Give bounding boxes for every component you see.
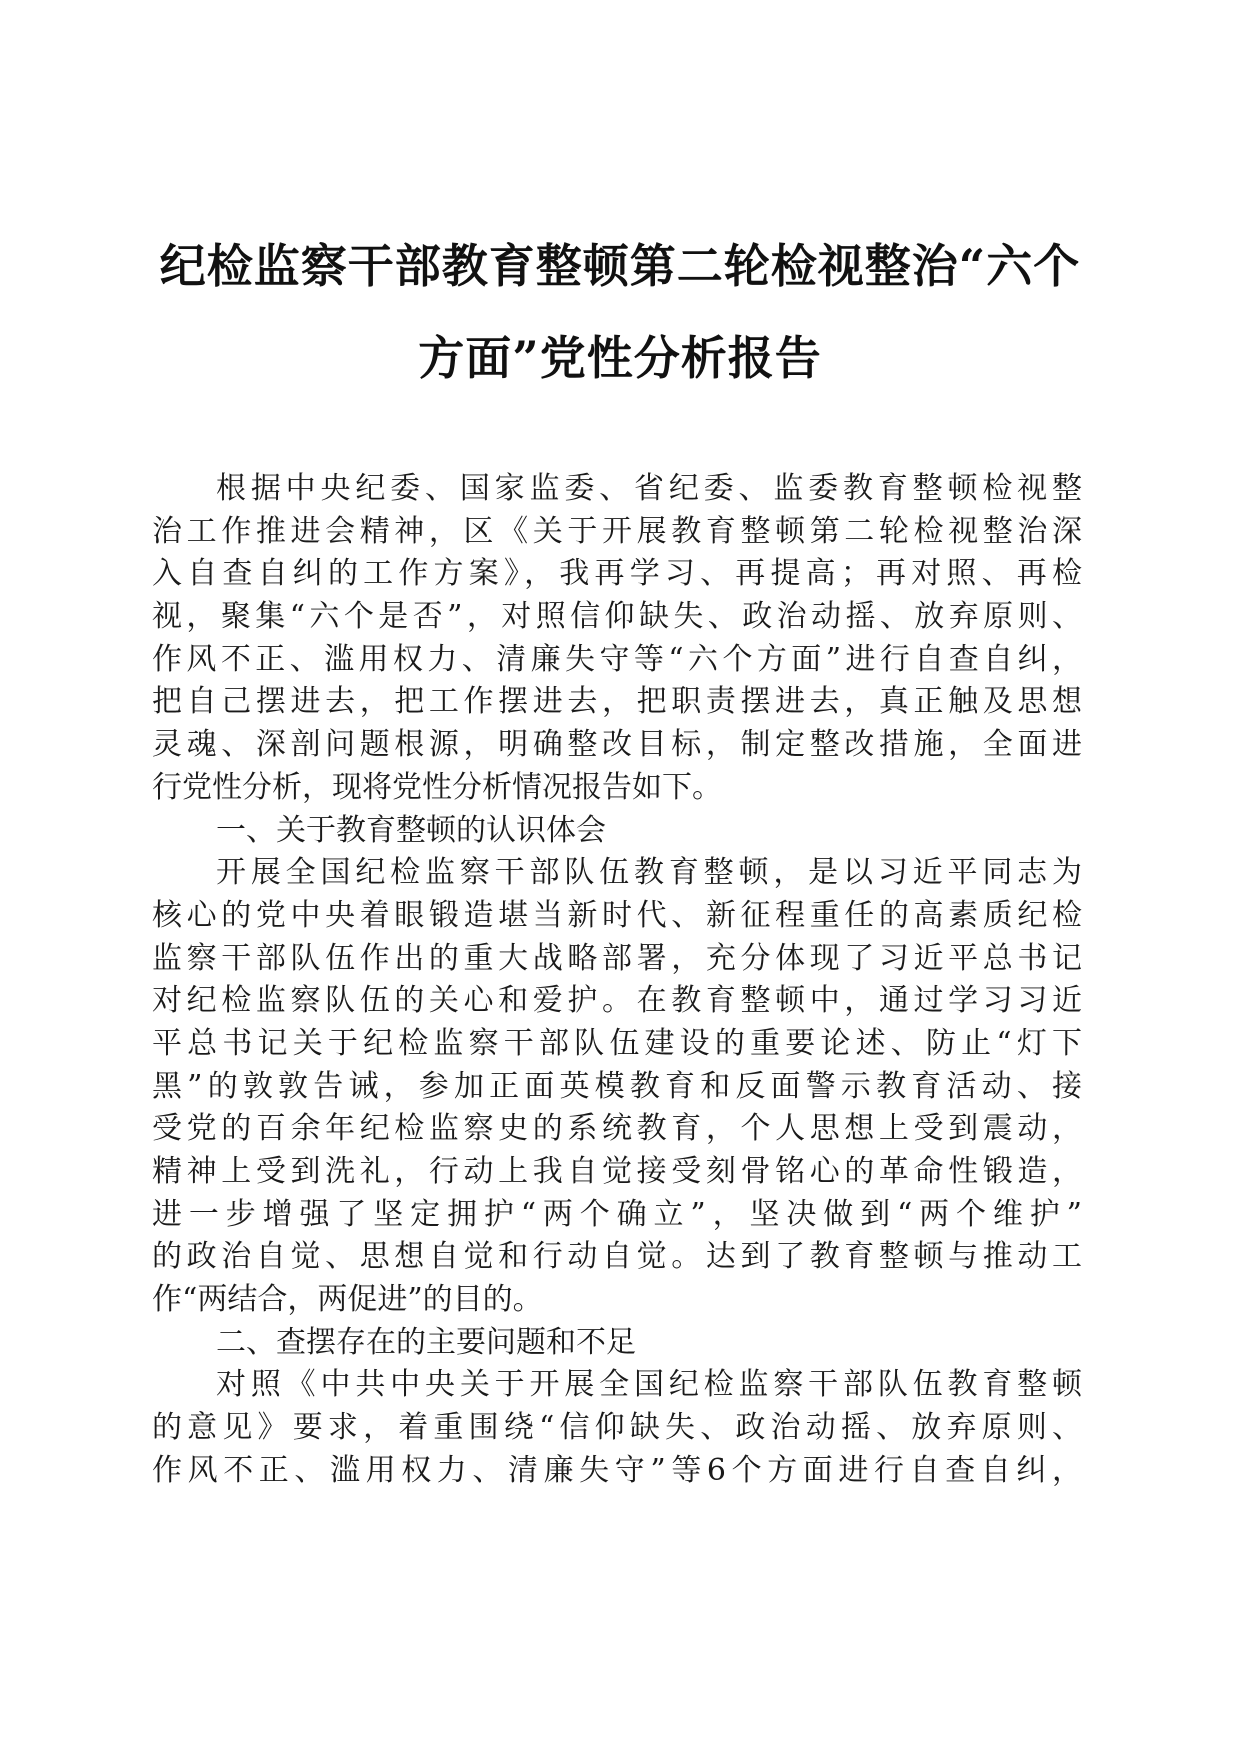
text-line: 行党性分析，现将党性分析情况报告如下。 [152, 769, 722, 805]
text-line: 对照《中共中央关于开展全国纪检监察干部队伍教育整顿 [216, 1367, 1082, 1403]
paragraph-understanding [152, 852, 1082, 1322]
text-line: 对纪检监察队伍的关心和爱护。在教育整顿中，通过学习习近 [152, 983, 1082, 1019]
document-title [140, 220, 1100, 404]
document-body [152, 468, 1082, 1493]
text-line: 平总书记关于纪检监察干部队伍建设的重要论述、防止“灯下 [152, 1025, 1082, 1061]
text-line: 灵魂、深剖问题根源，明确整改目标，制定整改措施，全面进 [152, 727, 1082, 763]
text-line: 监察干部队伍作出的重大战略部署，充分体现了习近平总书记 [152, 940, 1082, 976]
text-line: 入自查自纠的工作方案》，我再学习、再提高；再对照、再检 [152, 556, 1082, 592]
text-line: 根据中央纪委、国家监委、省纪委、监委教育整顿检视整 [216, 471, 1082, 506]
text-line: 受党的百余年纪检监察史的系统教育，个人思想上受到震动， [152, 1111, 1082, 1147]
text-line: 的政治自觉、思想自觉和行动自觉。达到了教育整顿与推动工 [152, 1239, 1082, 1275]
text-line: 核心的党中央着眼锻造堪当新时代、新征程重任的高素质纪检 [152, 897, 1082, 933]
text-line: 视，聚集“六个是否”，对照信仰缺失、政治动摇、放弃原则、 [152, 599, 1082, 635]
title-line: 纪检监察干部教育整顿第二轮检视整治“六个 [159, 239, 1081, 293]
text-line: 作风不正、滥用权力、清廉失守”等6个方面进行自查自纠， [152, 1452, 1082, 1488]
title-line: 方面”党性分析报告 [418, 331, 822, 385]
text-line: 开展全国纪检监察干部队伍教育整顿，是以习近平同志为 [216, 855, 1082, 891]
text-line: 黑”的敦敦告诫，参加正面英模教育和反面警示教育活动、接 [152, 1068, 1082, 1104]
text-line: 作风不正、滥用权力、清廉失守等“六个方面”进行自查自纠， [152, 641, 1082, 677]
section-heading-1: 一、关于教育整顿的认识体会 [216, 812, 606, 848]
text-line: 作“两结合，两促进”的目的。 [152, 1282, 543, 1318]
text-line: 精神上受到洗礼，行动上我自觉接受刻骨铭心的革命性锻造， [152, 1154, 1082, 1189]
paragraph-intro [152, 468, 1082, 810]
text-line: 进一步增强了坚定拥护“两个确立”，坚决做到“两个维护” [152, 1196, 1082, 1232]
text-line: 把自己摆进去，把工作摆进去，把职责摆进去，真正触及思想 [152, 684, 1082, 720]
text-line: 治工作推进会精神，区《关于开展教育整顿第二轮检视整治深 [152, 513, 1082, 549]
text-line: 的意见》要求，着重围绕“信仰缺失、政治动摇、放弃原则、 [152, 1410, 1082, 1446]
section-heading-2: 二、查摆存在的主要问题和不足 [216, 1324, 636, 1360]
paragraph-problems [152, 1364, 1082, 1492]
